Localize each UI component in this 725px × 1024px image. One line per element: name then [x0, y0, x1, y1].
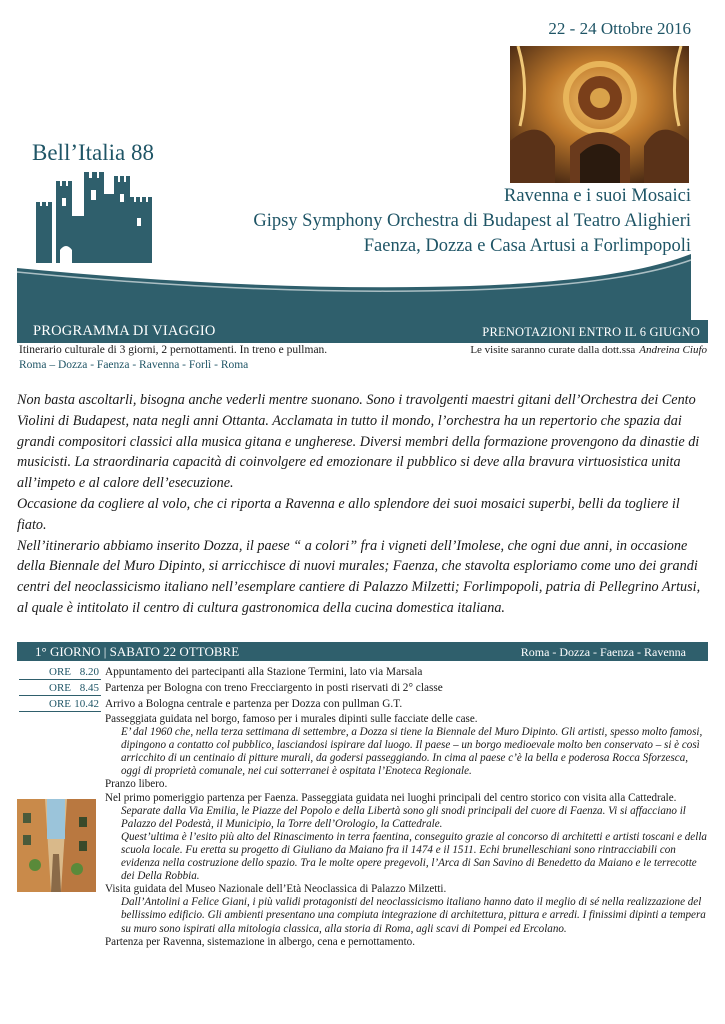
time-value: 10.42 [74, 698, 99, 710]
headline-faenza: Faenza, Dozza e Casa Artusi a Forlimpopoli [363, 236, 691, 256]
brand-name: Bell’Italia 88 [32, 140, 154, 165]
activity-text: Visita guidata del Museo Nazionale dell’Età Neoclassica di Palazzo Milzetti. [105, 883, 447, 896]
program-bar [17, 320, 708, 343]
time-value: 8.20 [79, 666, 99, 678]
guide-name: Andreina Ciufo [639, 344, 707, 356]
activity-description: E’ dal 1960 che, nella terza settimana di settembre, a Dozza si tiene la Biennale del Muro Dipinto. Gli artisti, spesso molto famosi, dipingono a contatto col pubblico, lasciandosi ispirare dal luogo. Il paese – un borgo medioevale molto ben conservato – si è così arricchito di un centinaio di pitture murali, da godersi passeggiando. In cima al paese c’è la bella e poderosa Rocca Sforzesca, oggi di proprietà comunale, nei cui sotterranei è ospitata l’Enoteca Regionale. [121, 726, 703, 778]
intro-paragraph: Nell’itinerario abbiamo inserito Dozza, il paese “ a colori” fra i vigneti dell’Imolese, che ogni due anni, in occasione della Biennale del Muro Dipinto, si arricchisce di nuovi murales; Faenza, che stavolta esploriamo come uno dei grandi centri del neoclassicismo italiano nell’esemplare cantiere di Palazzo Milzetti; Forlimpopoli, patria di Pellegrino Artusi, al quale è intitolato il centro di cultura gastronomica della cucina domestica italiana. [17, 537, 701, 616]
schedule-item: Appuntamento dei partecipanti alla Stazione Termini, lato via Marsala [105, 666, 423, 678]
ravenna-mosaic-photo [510, 46, 689, 183]
activity-description: Dall’Antolini a Felice Giani, i più validi protagonisti del neoclassicismo italiano hanno dato il meglio di sé nella realizzazione del bellissimo edificio. Gli ambienti presentano una compiuta integrazione di architettura, pittura e arredi. I finissimi dipinti a tempera su muro sono ispirati alla mitologia classica, alla storia di Roma, agli scavi di Pompei ed Ercolano. [121, 896, 706, 935]
activity-text: Nel primo pomeriggio partenza per Faenza. Passeggiata guidata nei luoghi principali del centro storico con visita alla Cattedrale. [105, 791, 677, 804]
headline-orchestra: Gipsy Symphony Orchestra di Budapest al Teatro Alighieri [253, 211, 691, 231]
guide-text: Le visite saranno curate dalla dott.ssa [470, 344, 636, 356]
time-value: 8.45 [79, 682, 99, 694]
time-box [19, 666, 101, 680]
headline-ravenna: Ravenna e i suoi Mosaici [503, 186, 691, 206]
tour-dates: 22 - 24 Ottobre 2016 [548, 19, 691, 38]
activity-text: Passeggiata guidata nel borgo, famoso per i murales dipinti sulle facciate delle case. [105, 713, 478, 725]
activity-text: Pranzo libero. [105, 778, 168, 791]
itinerary-summary: Itinerario culturale di 3 giorni, 2 pernottamenti. In treno e pullman. [19, 344, 328, 356]
day1-route: Roma - Dozza - Faenza - Ravenna [520, 645, 686, 659]
dozza-alley-photo [17, 799, 96, 892]
intro-paragraph: Occasione da cogliere al volo, che ci riporta a Ravenna e allo splendore dei suoi mosaici superbi, belli da togliere il fiato. [17, 495, 680, 533]
day1-bar [17, 642, 708, 661]
schedule-item: Arrivo a Bologna centrale e partenza per Dozza con pullman G.T. [105, 698, 403, 710]
time-box [19, 682, 101, 696]
header-wave-band [0, 240, 725, 327]
time-box [19, 698, 101, 712]
time-label: ORE [49, 666, 71, 678]
activity-text: Partenza per Ravenna, sistemazione in albergo, cena e pernottamento. [105, 935, 415, 948]
time-label: ORE [49, 698, 71, 710]
time-label: ORE [49, 682, 71, 694]
program-title: PROGRAMMA DI VIAGGIO [33, 323, 216, 339]
activity-description: Separate dalla Via Emilia, le Piazze del Popolo e della Libertà sono gli snodi principali del cuore di Faenza. Vi si affacciano il Palazzo del Podestà, il Municipio, la Torre dell’Orologio, la Cattedrale. [121, 804, 686, 830]
schedule-item: Partenza per Bologna con treno Frecciargento in posti riservati di 2° classe [105, 682, 443, 694]
day1-program [105, 713, 709, 949]
booking-deadline: PRENOTAZIONI ENTRO IL 6 GIUGNO [482, 325, 700, 339]
intro-paragraph: Non basta ascoltarli, bisogna anche vederli mentre suonano. Sono i travolgenti maestri gitani dell’Orchestra dei Cento Violini di Budapest, nata negli anni Ottanta. Acclamata in tutto il mondo, l’orchestra ha un repertorio che spazia dai grandi compositori classici alla musica gitana e ungherese. Diversi membri della formazione provengono da dinastie di musicisti. La straordinaria capacità di coinvolgere ed emozionare il pubblico si deve alla bravura virtuosistica unita all’impeto e al calore dell’esecuzione. [17, 392, 700, 492]
itinerary-route: Roma – Dozza - Faenza - Ravenna - Forlì - Roma [19, 359, 249, 371]
intro-text [17, 390, 711, 619]
activity-description: Quest’ultima è l’esito più alto del Rinascimento in terra faentina, conseguito grazie al concorso di architetti e artisti toscani e della scuola locale. Fu eretta su progetto di Giuliano da Maiano fra il 1474 e il 1511. Echi brunelleschiani sono rintracciabili con evidenza nella costruzione dello spazio. Tra le molte opere pregevoli, l’Arca di San Savino di Benedetto da Maiano e le terrecotte dei Della Robbia. [121, 830, 707, 883]
day1-title: 1° GIORNO | SABATO 22 OTTOBRE [35, 644, 240, 659]
guide-note [470, 344, 707, 356]
